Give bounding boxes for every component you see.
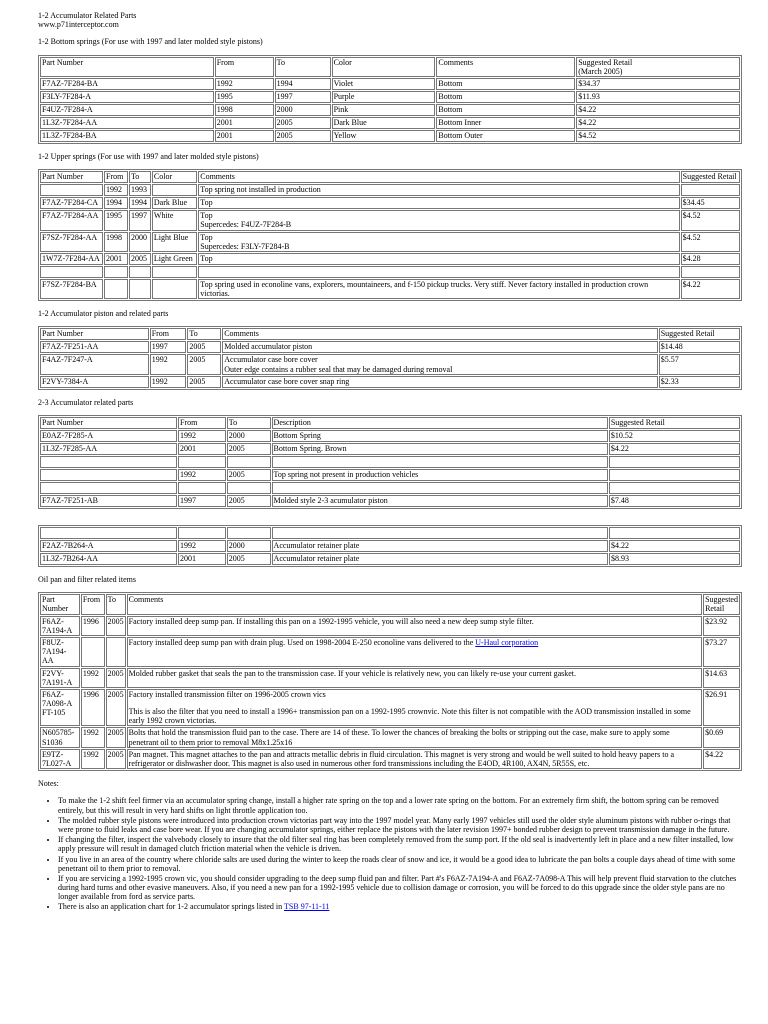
table-cell: $73.27 — [703, 637, 740, 667]
table-cell: 1994 — [275, 78, 331, 90]
table-cell: 1997 — [178, 495, 226, 507]
table-cell: 1L3Z-7B264-AA — [40, 553, 177, 565]
caption-piston-parts: 1-2 Accumulator piston and related parts — [38, 309, 169, 319]
table-cell: 1997 — [150, 341, 187, 353]
table-cell: F7AZ-7F284-CA — [40, 197, 103, 209]
table-cell — [40, 527, 177, 539]
table-cell: 2005 — [187, 341, 221, 353]
caption-23-accumulator: 2-3 Accumulator related parts — [38, 397, 134, 407]
caption-upper-springs: 1-2 Upper springs (For use with 1997 and later molded style pistons) — [38, 151, 259, 161]
table-cell: $14.63 — [703, 668, 740, 688]
table-cell: 2005 — [227, 469, 271, 481]
column-header: Part Number — [40, 417, 177, 429]
table-cell: 2005 — [129, 253, 151, 265]
table-row — [40, 341, 740, 353]
table-cell — [127, 616, 702, 636]
column-header: Part Number — [40, 594, 80, 614]
table-header-row — [40, 594, 740, 614]
column-header: To — [106, 594, 126, 614]
table-row — [40, 456, 740, 468]
table-cell — [127, 749, 702, 769]
table-cell: E9TZ-7L027-A — [40, 749, 80, 769]
table-cell: Accumulator retainer plate — [272, 540, 608, 552]
table-cell: 2005 — [106, 749, 126, 769]
table-cell — [178, 527, 226, 539]
note-item: • If you live in an area of the country where chloride salts are used during the winter to keep the roads clear of snow and ice, it would be a good idea to lubricate the pan bolts a couple days ahead of time with some penetrant oil to them prior to removal. — [58, 855, 746, 873]
table-cell — [681, 184, 740, 196]
column-header: Color — [152, 171, 197, 183]
table-cell: 1998 — [104, 232, 128, 252]
column-header: To — [275, 57, 331, 77]
notes-list — [38, 796, 746, 911]
table-cell: 1995 — [215, 91, 274, 103]
table-cell: 2005 — [275, 130, 331, 142]
comment-text-2: This is also the filter that you need to install a 1996+ transmission pan on a 1992-1995 crownvic. Note this filter is not compatible with the AOD transmission installed in some early 1992 crown victorias. — [128, 707, 691, 726]
table-cell — [152, 279, 197, 299]
table-cell: $4.52 — [576, 130, 740, 142]
table-retainer-plate — [38, 525, 742, 567]
table-cell: Top Supercedes: F4UZ-7F284-B — [198, 210, 679, 230]
table-row — [40, 668, 740, 688]
notes-heading: Notes: — [38, 779, 59, 789]
table-cell: Bottom — [436, 104, 575, 116]
table-cell: 1992 — [81, 668, 105, 688]
table-row — [40, 91, 740, 103]
table-cell: Bottom Inner — [436, 117, 575, 129]
doc-site: www.p71interceptor.com — [38, 20, 119, 30]
column-header: Suggested Retail — [681, 171, 740, 183]
table-cell: 2005 — [227, 553, 271, 565]
table-cell: $7.48 — [609, 495, 740, 507]
column-header: Comments — [436, 57, 575, 77]
column-header: Comments — [127, 594, 702, 614]
table-row — [40, 616, 740, 636]
table-row — [40, 469, 740, 481]
table-cell: Top — [198, 253, 679, 265]
table-cell: 1992 — [104, 184, 128, 196]
table-row — [40, 495, 740, 507]
table-cell: $0.69 — [703, 727, 740, 747]
column-header: To — [227, 417, 271, 429]
table-cell: Molded style 2-3 acumulator piston — [272, 495, 608, 507]
table-row — [40, 482, 740, 494]
table-cell: F7AZ-7F251-AB — [40, 495, 177, 507]
table-row — [40, 78, 740, 90]
table-header-row — [40, 417, 740, 429]
table-header-row — [40, 328, 740, 340]
column-header: Suggested Retail — [659, 328, 740, 340]
table-cell — [272, 527, 608, 539]
table-cell: F6AZ-7A098-A FT-105 — [40, 689, 80, 727]
table-cell: 2001 — [104, 253, 128, 265]
uhaul-link[interactable]: U-Haul corporation — [475, 637, 539, 647]
table-cell: F4UZ-7F284-A — [40, 104, 214, 116]
table-cell: F7AZ-7F251-AA — [40, 341, 149, 353]
table-cell: $5.57 — [659, 354, 740, 374]
column-header: From — [150, 328, 187, 340]
table-cell — [609, 482, 740, 494]
table-cell: 2005 — [106, 727, 126, 747]
table-cell: Yellow — [332, 130, 436, 142]
table-cell: 1992 — [150, 376, 187, 388]
table-cell — [609, 456, 740, 468]
table-row — [40, 117, 740, 129]
table-bottom-springs — [38, 55, 742, 144]
table-cell: Pink — [332, 104, 436, 116]
table-cell: 2000 — [129, 232, 151, 252]
table-cell: $34.37 — [576, 78, 740, 90]
table-cell — [127, 668, 702, 688]
comment-text: Factory installed deep sump pan. If installing this pan on a 1992-1995 vehicle, you will also need a new deep sump style filter. — [128, 616, 534, 626]
table-cell: F7SZ-7F284-AA — [40, 232, 103, 252]
table-row — [40, 253, 740, 265]
table-cell: 1998 — [215, 104, 274, 116]
table-cell: 2001 — [178, 553, 226, 565]
table-cell — [104, 266, 128, 278]
column-header: Part Number — [40, 328, 149, 340]
table-cell: Dark Blue — [152, 197, 197, 209]
table-cell: F8UZ-7A194-AA — [40, 637, 80, 667]
table-row — [40, 354, 740, 374]
table-row — [40, 637, 740, 667]
table-cell: Top spring not installed in production — [198, 184, 679, 196]
table-cell: 2000 — [275, 104, 331, 116]
table-cell — [40, 456, 177, 468]
table-cell — [127, 637, 702, 667]
table-cell: F7SZ-7F284-BA — [40, 279, 103, 299]
table-cell: 2005 — [227, 495, 271, 507]
table-cell: $2.33 — [659, 376, 740, 388]
column-header: Part Number — [40, 171, 103, 183]
table-header-row — [40, 57, 740, 77]
table-cell: 1L3Z-7F284-AA — [40, 117, 214, 129]
table-cell — [681, 266, 740, 278]
table-row — [40, 689, 740, 727]
table-row — [40, 130, 740, 142]
table-cell — [104, 279, 128, 299]
table-row — [40, 197, 740, 209]
table-cell — [129, 266, 151, 278]
table-cell: F4AZ-7F247-A — [40, 354, 149, 374]
note-item — [58, 902, 746, 911]
table-cell — [609, 469, 740, 481]
table-cell: 2005 — [106, 668, 126, 688]
table-row — [40, 184, 740, 196]
table-cell: 1992 — [178, 469, 226, 481]
table-cell: Purple — [332, 91, 436, 103]
table-cell: $11.93 — [576, 91, 740, 103]
table-cell — [40, 184, 103, 196]
table-cell: 1993 — [129, 184, 151, 196]
table-cell — [127, 689, 702, 727]
table-cell: 1994 — [129, 197, 151, 209]
column-header: To — [129, 171, 151, 183]
table-cell — [127, 727, 702, 747]
table-cell: 2005 — [275, 117, 331, 129]
column-header: Comments — [222, 328, 658, 340]
table-cell: Top Supercedes: F3LY-7F284-B — [198, 232, 679, 252]
table-cell — [198, 266, 679, 278]
table-cell: Violet — [332, 78, 436, 90]
table-cell — [227, 482, 271, 494]
table-cell: $4.22 — [576, 117, 740, 129]
note-item: • If you are servicing a 1992-1995 crown vic, you should consider upgrading to the deep sump fluid pan and filter. Part #'s F6AZ-7A194-A and F6AZ-7A098-A This will help prevent fluid starvation to the clutches during hard turns and other evasive maneuvers. Also, if you need a new pan for a 1992-1995 vehicle due to collision damage or corrosion, you will be forced to do this upgrade since the older style pans are no longer available from ford as service parts. — [58, 874, 746, 902]
table-cell: Accumulator case bore cover Outer edge contains a rubber seal that may be damaged during removal — [222, 354, 658, 374]
table-cell: Bottom Spring — [272, 430, 608, 442]
tsb-link[interactable]: TSB 97-11-11 — [284, 902, 330, 912]
table-cell: 1992 — [150, 354, 187, 374]
table-piston-parts — [38, 326, 742, 389]
table-cell: E0AZ-7F285-A — [40, 430, 177, 442]
table-cell: $4.22 — [609, 540, 740, 552]
table-cell: $34.45 — [681, 197, 740, 209]
table-cell: 1992 — [81, 727, 105, 747]
table-cell — [272, 482, 608, 494]
column-header: Suggested Retail — [609, 417, 740, 429]
table-cell: $4.22 — [703, 749, 740, 769]
table-row — [40, 553, 740, 565]
table-cell: 2005 — [187, 376, 221, 388]
table-cell: F6AZ-7A194-A — [40, 616, 80, 636]
doc-title: 1-2 Accumulator Related Parts — [38, 11, 137, 20]
column-header: Part Number — [40, 57, 214, 77]
table-cell: 1L3Z-7F285-AA — [40, 443, 177, 455]
column-header: Color — [332, 57, 436, 77]
table-row — [40, 749, 740, 769]
table-row — [40, 210, 740, 230]
table-cell: $4.22 — [576, 104, 740, 116]
comment-text: Pan magnet. This magnet attaches to the pan and attracts metallic debris in fluid circulation. This magnet is very strong and would be well suited to hold heavy papers to a refrigerator or dishwasher door. This magnet is also used in numerous other ford transmissions including the E4OD, 4R100, AX4N, 5R55S, etc. — [128, 749, 675, 768]
table-row — [40, 232, 740, 252]
column-header: Description — [272, 417, 608, 429]
table-row — [40, 430, 740, 442]
column-header: To — [187, 328, 221, 340]
table-cell — [152, 184, 197, 196]
table-cell: F2VY-7A191-A — [40, 668, 80, 688]
table-cell: Molded accumulator piston — [222, 341, 658, 353]
table-cell: Bottom — [436, 78, 575, 90]
document-page — [38, 11, 746, 913]
table-cell: $4.52 — [681, 232, 740, 252]
note-item: • The molded rubber style pistons were introduced into production crown victorias part way into the 1997 model year. Many early 1997 vehicles still used the older style aluminum pistons with rubber o-rings that were prone to fluid leaks and case bore wear. If you are changing accumulator springs, either replace the pistons with the later revision 1997+ bonded rubber design to prevent transmission damage in the future. — [58, 816, 746, 834]
table-cell: 2001 — [215, 117, 274, 129]
table-cell: F3LY-7F284-A — [40, 91, 214, 103]
column-header: Suggested Retail — [703, 594, 740, 614]
table-cell: $14.48 — [659, 341, 740, 353]
table-cell: F2AZ-7B264-A — [40, 540, 177, 552]
table-cell: $4.22 — [609, 443, 740, 455]
table-cell: 1996 — [81, 689, 105, 727]
table-row — [40, 527, 740, 539]
table-cell: 1994 — [104, 197, 128, 209]
table-cell: Top spring not present in production vehicles — [272, 469, 608, 481]
table-cell: Bottom Outer — [436, 130, 575, 142]
table-cell: Bottom — [436, 91, 575, 103]
table-cell: 2005 — [227, 443, 271, 455]
table-cell — [152, 266, 197, 278]
table-cell: 1996 — [81, 616, 105, 636]
table-cell: F7AZ-7F284-AA — [40, 210, 103, 230]
table-cell — [178, 456, 226, 468]
comment-text: Bolts that hold the transmission fluid pan to the case. There are 14 of these. To lower the chances of breaking the bolts or stripping out the case, make sure to apply some penetrant oil to them prior to removal M8x1.25x16 — [128, 728, 670, 747]
table-cell — [272, 456, 608, 468]
table-cell — [81, 637, 105, 667]
table-cell: $23.92 — [703, 616, 740, 636]
table-cell: N605785-S1036 — [40, 727, 80, 747]
table-cell: $26.91 — [703, 689, 740, 727]
table-cell — [129, 279, 151, 299]
column-header: Suggested Retail (March 2005) — [576, 57, 740, 77]
comment-text: Factory installed transmission filter on 1996-2005 crown vics — [128, 689, 326, 699]
table-row — [40, 376, 740, 388]
caption-oil-pan: Oil pan and filter related items — [38, 575, 136, 584]
table-cell: Light Green — [152, 253, 197, 265]
table-cell — [178, 482, 226, 494]
column-header: From — [215, 57, 274, 77]
column-header: From — [178, 417, 226, 429]
table-cell: 1L3Z-7F284-BA — [40, 130, 214, 142]
table-cell — [40, 469, 177, 481]
table-cell: F2VY-7384-A — [40, 376, 149, 388]
table-cell: 1992 — [215, 78, 274, 90]
table-cell — [227, 456, 271, 468]
table-row — [40, 266, 740, 278]
table-row — [40, 443, 740, 455]
table-cell — [106, 637, 126, 667]
table-cell — [609, 527, 740, 539]
table-cell: $4.22 — [681, 279, 740, 299]
table-cell — [227, 527, 271, 539]
table-row — [40, 727, 740, 747]
table-cell: F7AZ-7F284-BA — [40, 78, 214, 90]
note-item: • If changing the filter, inspect the valvebody closely to insure that the old filter seal ring has been completely removed from the sump port. If the old seal is inadvertently left in place and a new filter installed, low apply pressure will result in damaged clutch friction material when the vehicle is driven. — [58, 835, 746, 853]
table-cell: 1997 — [129, 210, 151, 230]
column-header: Comments — [198, 171, 679, 183]
column-header: From — [104, 171, 128, 183]
table-cell: Top — [198, 197, 679, 209]
table-upper-springs — [38, 169, 742, 301]
table-cell: 2005 — [106, 689, 126, 727]
table-cell: $8.93 — [609, 553, 740, 565]
table-cell: 2001 — [178, 443, 226, 455]
table-23-accumulator — [38, 415, 742, 509]
table-row — [40, 279, 740, 299]
table-cell: Light Blue — [152, 232, 197, 252]
table-cell: Accumulator case bore cover snap ring — [222, 376, 658, 388]
table-cell: Dark Blue — [332, 117, 436, 129]
table-cell: $10.52 — [609, 430, 740, 442]
table-oil-pan — [38, 592, 742, 771]
table-cell: 2000 — [227, 540, 271, 552]
comment-text: Molded rubber gasket that seals the pan to the transmission case. If your vehicle is relatively new, you can likely re-use your current gasket. — [128, 668, 577, 678]
table-cell: Top spring used in econoline vans, explorers, mountaineers, and f-150 pickup trucks. Very stiff. Never factory installed in production crown victorias. — [198, 279, 679, 299]
column-header: From — [81, 594, 105, 614]
table-cell: 2005 — [187, 354, 221, 374]
table-cell: 1992 — [178, 430, 226, 442]
comment-text: Factory installed deep sump pan with drain plug. Used on 1998-2004 E-250 econoline vans delivered to the — [128, 637, 476, 647]
table-cell — [40, 482, 177, 494]
table-header-row — [40, 171, 740, 183]
document-header — [38, 11, 746, 29]
table-cell: 1992 — [178, 540, 226, 552]
caption-bottom-springs: 1-2 Bottom springs (For use with 1997 and later molded style pistons) — [38, 37, 263, 47]
table-cell — [40, 266, 103, 278]
table-cell: Bottom Spring. Brown — [272, 443, 608, 455]
table-cell: 2001 — [215, 130, 274, 142]
note-text: There is also an application chart for 1-2 accumulator springs listed in — [58, 902, 285, 912]
table-cell: $4.28 — [681, 253, 740, 265]
table-row — [40, 104, 740, 116]
table-cell: White — [152, 210, 197, 230]
table-cell: 1997 — [275, 91, 331, 103]
table-cell: $4.52 — [681, 210, 740, 230]
table-cell: 1992 — [81, 749, 105, 769]
table-cell: Accumulator retainer plate — [272, 553, 608, 565]
table-row — [40, 540, 740, 552]
table-cell: 1995 — [104, 210, 128, 230]
note-item: • To make the 1-2 shift feel firmer via an accumulator spring change, install a higher rate spring on the top and a lower rate spring on the bottom. For an extremely firm shift, the bottom spring can be removed entirely, but this will result in very hard shifts on light throttle application too. — [58, 796, 746, 814]
table-cell: 1W7Z-7F284-AA — [40, 253, 103, 265]
table-cell: 2000 — [227, 430, 271, 442]
table-cell: 2005 — [106, 616, 126, 636]
